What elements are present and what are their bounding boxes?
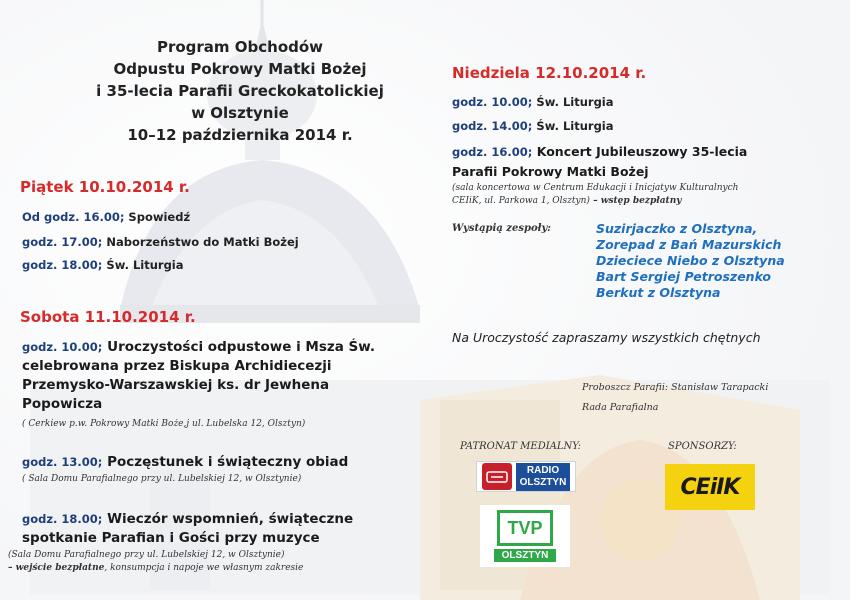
note-address: CEIiK, ul. Parkowa 1, Olsztyn) — [452, 196, 590, 206]
free-entry-text: – wstęp bezpłatny — [589, 196, 682, 206]
event-time: godz. 10.00; — [452, 95, 533, 109]
note-rest: , konsumpcja i napoje we własnym zakresie — [104, 563, 304, 573]
band-name: Dzieciece Niebo z Olsztyna — [596, 253, 785, 268]
note-line — [8, 562, 303, 575]
band-name: Berkut z Olsztyna — [596, 285, 721, 300]
friday-heading: Piątek 10.10.2014 r. — [20, 178, 190, 196]
band-name: Suzirjaczko z Olsztyna, — [596, 221, 758, 236]
event-time: Od godz. 16.00; — [22, 210, 125, 224]
event-text: Uroczystości odpustowe i Msza Św. — [102, 339, 376, 355]
title-line: i 35-lecia Parafii Greckokatolickiej — [96, 82, 384, 100]
saturday-item-mass — [22, 338, 422, 414]
radio-logo-text — [516, 463, 571, 491]
event-text: celebrowana przez Biskupa Archidiecezji — [22, 358, 332, 374]
event-time: godz. 16.00; — [452, 145, 533, 159]
event-text: Koncert Jubileuszowy 35-lecia — [532, 144, 748, 159]
title-line: Odpustu Pokrowy Matki Bożej — [113, 60, 367, 78]
sunday-heading: Niedziela 12.10.2014 r. — [452, 64, 647, 82]
sunday-concert — [452, 142, 832, 181]
event-text: spotkanie Parafian i Gości przy muzyce — [22, 530, 320, 546]
event-text: Spowiedź — [124, 210, 191, 224]
invitation-text: Na Uroczystość zapraszamy wszystkich chętnych — [452, 330, 761, 345]
event-location-note — [8, 549, 303, 575]
event-text: Św. Liturgia — [102, 258, 184, 272]
band-name: Bart Sergiej Petroszenko — [596, 269, 772, 284]
event-time: godz. 13.00; — [22, 455, 103, 469]
saturday-heading: Sobota 11.10.2014 r. — [20, 308, 196, 326]
note-line: (Sala Domu Parafialnego przy ul. Lubelskiej 12, w Olsztynie) — [8, 550, 285, 560]
ceik-logo-text: CEiIK — [680, 474, 740, 500]
radio-olsztyn-logo — [476, 461, 576, 492]
saturday-item-evening — [22, 510, 442, 548]
signature-priest: Proboszcz Parafii: Stanisław Tarapacki — [582, 382, 769, 393]
friday-item — [22, 210, 190, 224]
tvp-olsztyn-logo — [480, 505, 570, 567]
event-text: Naborzeństwo do Matki Bożej — [102, 235, 299, 249]
radio-wave-icon — [486, 469, 508, 485]
tvp-logo-subtext: OLSZTYN — [494, 549, 557, 562]
event-time: godz. 18.00; — [22, 512, 103, 526]
note-line: (sala koncertowa w Centrum Edukacji i Inicjatyw Kulturalnych — [452, 183, 739, 193]
title-line: 10–12 października 2014 r. — [127, 126, 353, 144]
title-line: w Olsztynie — [191, 104, 289, 122]
band-name: Zorepad z Bań Mazurskich — [596, 237, 782, 252]
sunday-item — [452, 119, 614, 133]
friday-item — [22, 235, 299, 249]
event-text: Św. Liturgia — [532, 95, 614, 109]
event-location-note: ( Cerkiew p.w. Pokrowy Matki Boże,j ul. Lubelska 12, Olsztyn) — [22, 419, 306, 429]
media-patronage-label: PATRONAT MEDIALNY: — [460, 441, 582, 452]
event-text: Przemysko-Warszawskiej ks. dr Jewhena — [22, 377, 330, 393]
free-entry-text: – wejście bezpłatne — [8, 563, 105, 573]
event-text: Popowicza — [22, 396, 103, 412]
event-text: Parafii Pokrowy Matki Bożej — [452, 164, 649, 179]
note-line — [452, 195, 738, 208]
friday-item — [22, 258, 184, 272]
event-time: godz. 10.00; — [22, 340, 103, 354]
event-text: Poczęstunek i świąteczny obiad — [102, 454, 349, 470]
bands-list — [596, 221, 785, 301]
event-text: Wieczór wspomnień, świąteczne — [102, 511, 354, 527]
saturday-item-dinner — [22, 453, 348, 472]
sunday-item — [452, 95, 614, 109]
tvp-logo-mark: TVP — [497, 510, 553, 546]
event-text: Św. Liturgia — [532, 119, 614, 133]
ceik-sponsor-logo — [665, 464, 755, 510]
event-time: godz. 18.00; — [22, 258, 103, 272]
title-line: Program Obchodów — [156, 38, 324, 56]
radio-logo-mark — [482, 463, 512, 490]
radio-logo-line: OLSZTYN — [519, 476, 567, 488]
sponsors-label: SPONSORZY: — [668, 441, 737, 452]
event-time: godz. 17.00; — [22, 235, 103, 249]
program-title — [40, 36, 440, 146]
concert-location-note — [452, 182, 738, 208]
radio-logo-line: RADIO — [526, 464, 560, 476]
signature-council: Rada Parafialna — [582, 402, 659, 413]
bands-label: Wystąpią zespoły: — [452, 223, 551, 234]
event-time: godz. 14.00; — [452, 119, 533, 133]
event-location-note: ( Sala Domu Parafialnego przy ul. Lubelskiej 12, w Olsztynie) — [22, 474, 302, 484]
